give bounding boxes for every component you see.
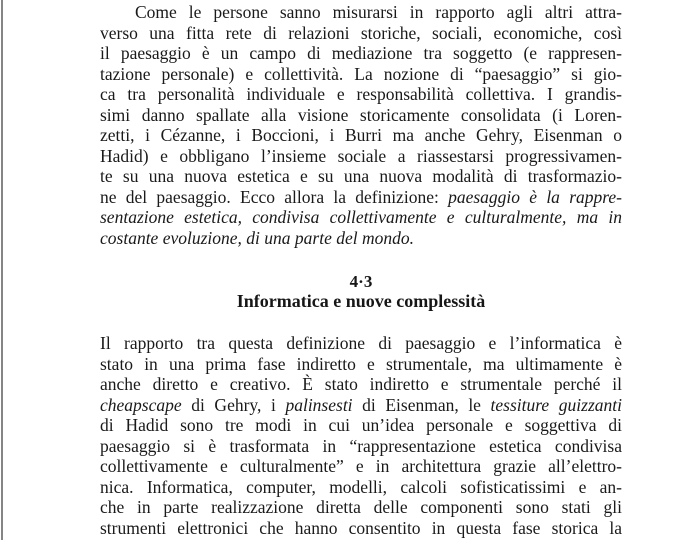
text-segment: di Gehry, i: [181, 394, 286, 415]
text-segment: strumenti elettronici che hanno consentito in questa fase storica la: [100, 517, 622, 538]
text-line: [100, 477, 622, 498]
italic-text-segment: tessiture guizzanti: [490, 394, 622, 415]
text-segment: paesaggio si è trasformata in “rappresentazione estetica condivisa: [100, 435, 622, 456]
text-line: [100, 166, 622, 187]
text-segment: ca tra personalità individuale e responsabilità collettiva. I grandis-: [100, 84, 622, 104]
text-line: [100, 354, 622, 375]
text-segment: zetti, i Cézanne, i Boccioni, i Burri ma anche Gehry, Eisenman o: [100, 125, 622, 145]
text-line: [100, 436, 622, 457]
italic-text-segment: costante evoluzione, di una parte del mondo.: [100, 227, 414, 248]
section-number: 4·3: [349, 272, 373, 291]
text-segment: il paesaggio è un campo di mediazione tra soggetto (e rappresen-: [100, 43, 622, 63]
text-line: [100, 415, 622, 436]
text-line: [100, 207, 622, 228]
text-line: [100, 2, 622, 23]
text-line: [100, 125, 622, 146]
text-segment: che in parte realizzazione diretta delle componenti sono stati gli: [100, 497, 622, 517]
text-segment: Hadid) e obbligano l’insieme sociale a riassestarsi progressivamen-: [100, 145, 622, 166]
text-segment: verso una fitta rete di relazioni storiche, sociali, economiche, così: [100, 22, 622, 43]
section-heading: [100, 272, 622, 312]
italic-text-segment: palinsesti: [285, 394, 353, 415]
text-line: [100, 374, 622, 395]
italic-text-segment: cheapscape: [100, 394, 182, 415]
text-line: [100, 395, 622, 416]
text-column: [100, 2, 622, 538]
text-line: [100, 43, 622, 64]
paragraph-informatica: [100, 333, 622, 538]
text-line: [100, 187, 622, 208]
text-segment: anche diretto e creativo. È stato indiretto e strumentale perché il: [100, 374, 622, 394]
text-line: [100, 497, 622, 518]
text-line: [100, 146, 622, 167]
text-segment: ne del paesaggio. Ecco allora la definizione:: [100, 186, 449, 207]
italic-text-segment: paesaggio è la rappre-: [448, 186, 623, 207]
text-segment: di Eisenman, le: [352, 394, 491, 415]
text-line: [100, 333, 622, 354]
text-segment: di Hadid sono tre modi in cui un’idea personale e soggettiva di: [100, 415, 622, 435]
text-segment: te su una nuova estetica e su una nuova modalità di trasformazio-: [100, 166, 622, 186]
section-title: Informatica e nuove complessità: [236, 291, 486, 311]
text-segment: Come le persone sanno misurarsi in rapporto agli altri attra-: [135, 2, 622, 22]
text-line: [100, 456, 622, 477]
text-segment: collettivamente e culturalmente” e in architettura grazie all’elettro-: [100, 456, 622, 476]
text-line: [100, 84, 622, 105]
italic-text-segment: sentazione estetica, condivisa collettivamente e culturalmente, ma in: [100, 207, 622, 227]
text-line: [100, 105, 622, 126]
text-segment: nica. Informatica, computer, modelli, calcoli sofisticatissimi e an-: [100, 476, 622, 497]
page-left-edge-line: [1, 0, 3, 540]
text-segment: tazione personale) e collettività. La nozione di “paesaggio” si gio-: [100, 63, 622, 84]
text-line: [100, 518, 622, 539]
text-line: [100, 228, 622, 249]
text-segment: stato in una prima fase indiretto e strumentale, ma ultimamente è: [100, 353, 622, 374]
text-segment: Il rapporto tra questa definizione di paesaggio e l’informatica è: [100, 333, 622, 353]
paragraph-definition-paesaggio: [100, 2, 622, 248]
text-line: [100, 23, 622, 44]
text-segment: simi danno spallate alla visione storicamente consolidata (i Loren-: [100, 104, 622, 125]
text-line: [100, 64, 622, 85]
